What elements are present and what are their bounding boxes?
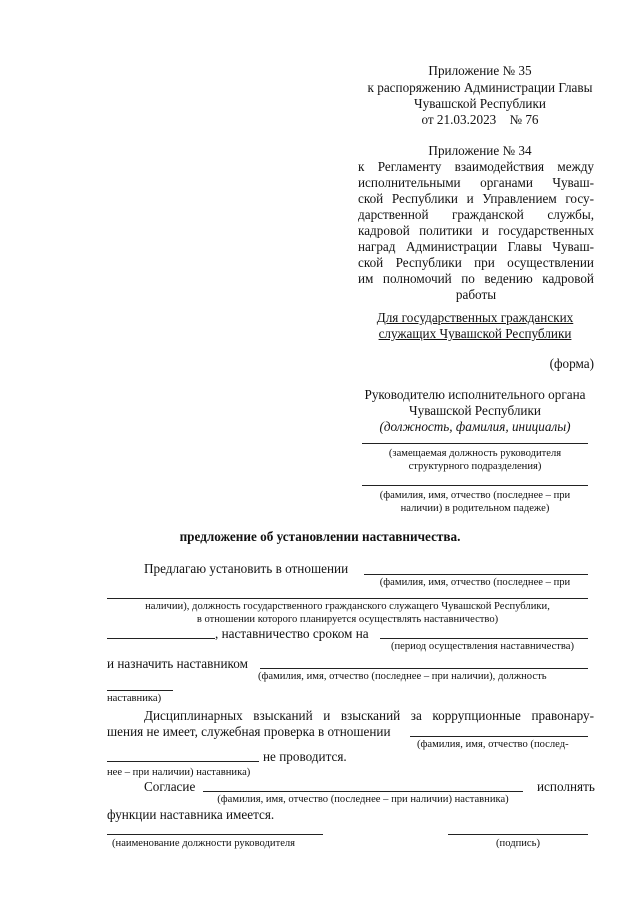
p1-mentor: и назначить наставником (107, 656, 248, 671)
field-line-check-2[interactable] (107, 761, 259, 762)
p3-end: исполнять (537, 779, 595, 794)
signature-position-line[interactable] (107, 834, 323, 835)
p3-start: Согласие (144, 779, 196, 794)
appendix-34-line: к Регламенту взаимодействия между (358, 159, 594, 174)
p1-mentor-hint: (фамилия, имя, отчество (последнее – при наличии), должность (258, 671, 547, 682)
addressee-line2: Чувашской Республики (409, 403, 541, 418)
appendix-34-title: Приложение № 34 (428, 143, 532, 158)
p2-line2: шения не имеет, служебная проверка в отношении (107, 724, 391, 739)
document-heading: предложение об установлении наставничества. (179, 529, 461, 544)
signature-right-hint: (подпись) (496, 838, 540, 849)
p1-mentor-hint2: наставника) (107, 693, 162, 704)
field-line-mentee-3[interactable] (107, 638, 215, 639)
field-line-position[interactable] (362, 443, 588, 444)
p1-term: , наставничество сроком на (215, 626, 369, 641)
p2-hint2: нее – при наличии) наставника) (107, 767, 251, 778)
p1-hint3: в отношении которого планируется осуществлять наставничество) (196, 614, 499, 625)
field-line-name[interactable] (362, 485, 588, 486)
appendix-35-date: от 21.03.2023 № 76 (421, 112, 539, 127)
field-line-check[interactable] (410, 736, 588, 737)
p2-line3: не проводится. (263, 749, 347, 764)
signature-left-hint: (наименование должности руководителя (112, 838, 296, 849)
appendix-34-line: дарственной гражданской службы, (358, 207, 594, 222)
hint-name-2: наличии) в родительном падеже) (400, 503, 550, 514)
appendix-35-line2: к распоряжению Администрации Главы (367, 80, 593, 95)
hint-name-1: (фамилия, имя, отчество (последнее – при (379, 490, 571, 501)
audience-line1: Для государственных гражданских (376, 310, 574, 325)
p3-line2: функции наставника имеется. (107, 807, 275, 822)
appendix-34-line: ской Республики при осуществлении (358, 255, 594, 270)
addressee-line1: Руководителю исполнительного органа (364, 387, 586, 402)
appendix-34-last-line: работы (455, 287, 497, 302)
p2-hint: (фамилия, имя, отчество (послед- (417, 739, 569, 750)
audience-line2: служащих Чувашской Республики (378, 326, 572, 341)
form-label: (форма) (549, 356, 594, 371)
appendix-35-line3: Чувашской Республики (414, 96, 546, 111)
field-line-mentor-2[interactable] (107, 690, 173, 691)
appendix-34-line: наград Администрации Главы Чуваш- (358, 239, 594, 254)
hint-position-2: структурного подразделения) (408, 461, 542, 472)
hint-position-1: (замещаемая должность руководителя (388, 448, 562, 459)
p1-term-hint: (период осуществления наставничества) (390, 641, 575, 652)
appendix-35-title: Приложение № 35 (428, 63, 532, 78)
field-line-mentee-2[interactable] (107, 598, 588, 599)
field-line-mentee[interactable] (364, 574, 588, 575)
field-line-mentor[interactable] (260, 668, 588, 669)
p1-hint2: наличии), должность государственного гражданского служащего Чувашской Республики, (145, 601, 550, 612)
p3-hint: (фамилия, имя, отчество (последнее – при наличии) наставника) (217, 794, 509, 805)
appendix-34-line: кадровой политики и государственных (358, 223, 594, 238)
field-line-period[interactable] (380, 638, 588, 639)
appendix-34-text (358, 159, 594, 303)
p1-start: Предлагаю установить в отношении (144, 561, 349, 576)
addressee-line3: (должность, фамилия, инициалы) (379, 419, 571, 434)
signature-line[interactable] (448, 834, 588, 835)
p1-hint: (фамилия, имя, отчество (последнее – при (379, 577, 571, 588)
appendix-34-line: им полномочий по ведению кадровой (358, 271, 594, 286)
appendix-34-line: исполнительными органами Чуваш- (358, 175, 594, 190)
p2-line1: Дисциплинарных взысканий и взысканий за коррупционные правонару- (144, 708, 594, 723)
appendix-34-line: ской Республики и Управлением госу- (358, 191, 594, 206)
field-line-consent[interactable] (203, 791, 523, 792)
